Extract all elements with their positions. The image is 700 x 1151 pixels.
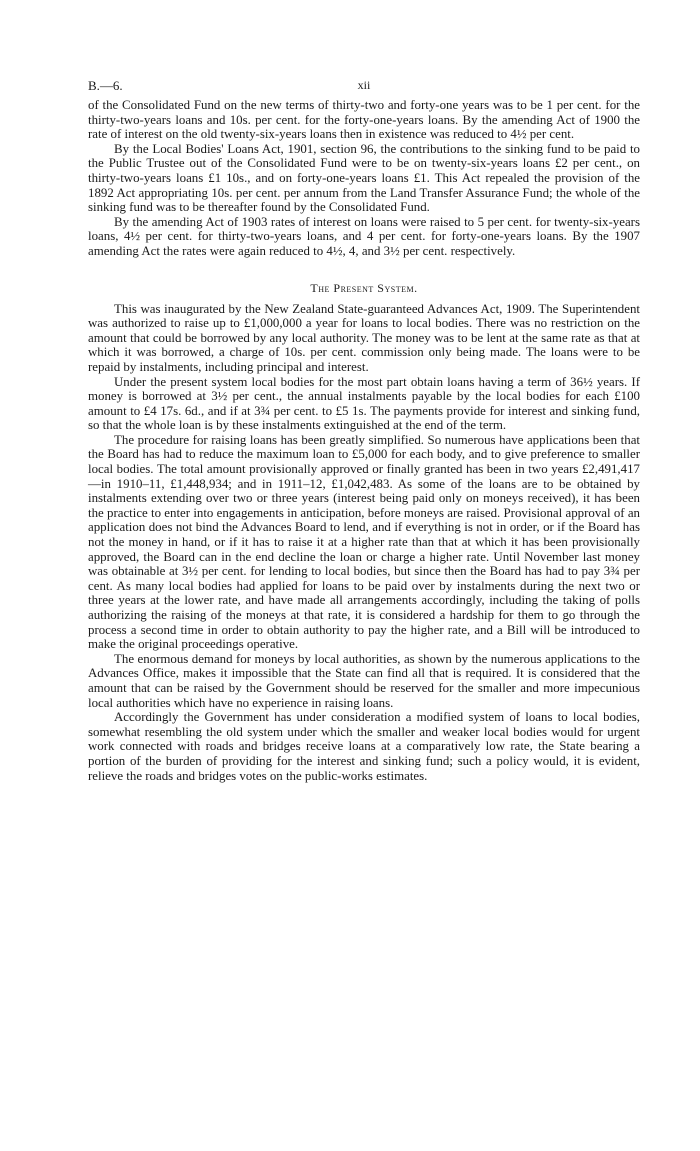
page-header <box>88 78 640 98</box>
page-number: xii <box>357 78 371 92</box>
paragraph-1903-act: By the amending Act of 1903 rates of interest on loans were raised to 5 per cent. for twenty-six-years loans, 4½ per cent. for thirty-two-years loans, and 4 per cent. for forty-one-years loans. By the 1907 amending Act the rates were again reduced to 4½, 4, and 3½ per cent. respectively. <box>88 214 640 258</box>
paragraph-modified-system: Accordingly the Government has under consideration a modified system of loans to local bodies, somewhat resembling the old system under which the smaller and weaker local bodies would for urgent work connected with roads and bridges receive loans at a comparatively low rate, the State bearing a portion of the burden of providing for the interest and sinking fund; such a policy would, it is evident, relieve the roads and bridges votes on the public-works estimates. <box>88 710 640 783</box>
paragraph-demand: The enormous demand for moneys by local authorities, as shown by the numerous applications to the Advances Office, makes it impossible that the State can find all that is required. It is considered that the amount that can be raised by the Government should be reserved for the smaller and more impecunious local authorities which have no experience in raising loans. <box>88 651 640 710</box>
paragraph-continuation: of the Consolidated Fund on the new terms of thirty-two and forty-one years was to be 1 per cent. for the thirty-two-years loans and 10s. per cent. for the forty-one-years loans. By the amending Act of 1900 the rate of interest on the old twenty-six-years loans then in existence was reduced to 4½ per cent. <box>88 98 640 142</box>
paragraph-inauguration: This was inaugurated by the New Zealand State-guaranteed Advances Act, 1909. The Superintendent was authorized to raise up to £1,000,000 a year for loans to local bodies. There was no restriction on the amount that could be borrowed by any local authority. The money was to be lent at the same rate as that at which it was borrowed, a charge of 10s. per cent. commission only being made. The loans were to be repaid by instalments, including principal and interest. <box>88 301 640 374</box>
paragraph-1901-act: By the Local Bodies' Loans Act, 1901, section 96, the contributions to the sinking fund to be paid to the Public Trustee out of the Consolidated Fund were to be on twenty-six-years loans £2 per cent., on thirty-two-years loans £1 10s., and on forty-one-years loans £1. This Act repealed the provision of the 1892 Act appropriating 10s. per cent. per annum from the Land Transfer Assurance Fund; the whole of the sinking fund was to be thereafter found by the Consolidated Fund. <box>88 141 640 215</box>
section-heading: The Present System. <box>310 280 418 295</box>
paragraph-procedure: The procedure for raising loans has been greatly simplified. So numerous have applications been that the Board has had to reduce the maximum loan to £5,000 for each body, and to give preference to smaller local bodies. The total amount provisionally approved or finally granted has been in two years £2,491,417—in 1910–11, £1,448,934; and in 1911–12, £1,042,483. As some of the loans are to be obtained by instalments extending over two or three years (interest being paid only on moneys received), it has been the practice to enter into engagements in anticipation, before moneys are raised. Provisional approval of an application does not bind the Advances Board to lend, and if everything is not in order, or if the Board has not the money in hand, or if it has to raise it at a higher rate than that at which it has been provisionally approved, the Board can in the end decline the loan or charge a higher rate. Until November last money was obtainable at 3½ per cent. for lending to local bodies, but since then the Board has had to pay 3¾ per cent. As many local bodies had applied for loans to be paid over by instalments during the next two or three years at the lower rate, and have made all arrangements accordingly, including the taking of polls authorizing the raising of the moneys at that rate, it is considered a hardship for them to go through the process a second time in order to obtain authority to pay the higher rate, and a Bill will be introduced to make the original proceedings operative. <box>88 432 640 652</box>
document-page <box>88 78 640 783</box>
paragraph-present-system: Under the present system local bodies for the most part obtain loans having a term of 36½ years. If money is borrowed at 3½ per cent., the annual instalments payable by the local bodies for each £100 amount to £4 17s. 6d., and if at 3¾ per cent. to £5 1s. The payments provide for interest and sinking fund, so that the whole loan is by these instalments extinguished at the end of the term. <box>88 374 640 433</box>
document-reference: B.—6. <box>88 78 123 93</box>
